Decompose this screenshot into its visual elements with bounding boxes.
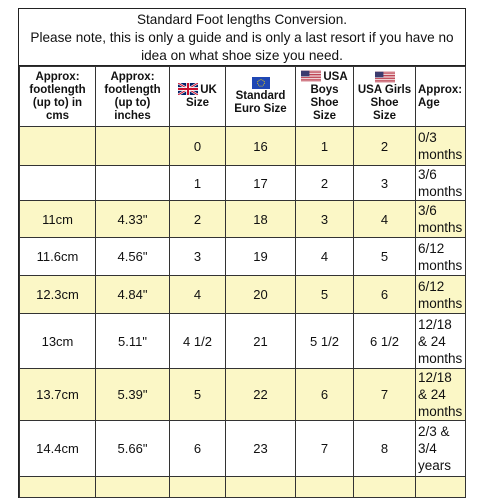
girls-cell: 5	[354, 238, 416, 276]
euro-cell: 17	[226, 166, 296, 201]
age-cell: 12/18 & 24 months	[416, 369, 466, 421]
cm-cell	[20, 166, 96, 201]
boys-cell: 5	[296, 276, 354, 314]
boys-cell: 1	[296, 127, 354, 166]
girls-cell: 3	[354, 166, 416, 201]
girls-cell: 2	[354, 127, 416, 166]
inches-cell: 5.11"	[96, 314, 170, 369]
title-line-1: Standard Foot lengths Conversion.	[136, 12, 348, 27]
table-row	[20, 166, 466, 201]
uk-cell: 1	[170, 166, 226, 201]
euro-cell: 21	[226, 314, 296, 369]
header-euro: Standard Euro Size	[226, 67, 296, 127]
uk-cell: 5	[170, 369, 226, 421]
boys-cell: 3	[296, 201, 354, 238]
age-cell: 3/6 months	[416, 166, 466, 201]
table-row	[20, 127, 466, 166]
table-row	[20, 238, 466, 276]
uk-cell: 0	[170, 127, 226, 166]
cm-cell: 13.7cm	[20, 369, 96, 421]
conversion-table	[19, 66, 466, 498]
age-cell: 6/12 months	[416, 276, 466, 314]
age-cell: 6/12 months	[416, 238, 466, 276]
header-row	[20, 67, 466, 127]
boys-cell: 2	[296, 166, 354, 201]
inches-cell	[96, 166, 170, 201]
header-uk: UK Size	[170, 67, 226, 127]
inches-cell: 4.33"	[96, 201, 170, 238]
inches-cell: 4.84"	[96, 276, 170, 314]
cm-cell: 11.6cm	[20, 238, 96, 276]
title-line-3: idea on what shoe size you need.	[141, 48, 343, 63]
girls-cell: 6	[354, 276, 416, 314]
cm-cell: 11cm	[20, 201, 96, 238]
euro-cell: 20	[226, 276, 296, 314]
header-age: Approx: Age	[416, 67, 466, 127]
inches-cell: 5.39"	[96, 369, 170, 421]
table-row-partial	[20, 477, 466, 498]
table-row	[20, 201, 466, 238]
header-inches: Approx: footlength (up to) inches	[96, 67, 170, 127]
euro-cell: 22	[226, 369, 296, 421]
age-cell: 2/3 & 3/4 years	[416, 421, 466, 477]
cm-cell: 14.4cm	[20, 421, 96, 477]
table-row	[20, 276, 466, 314]
uk-cell: 2	[170, 201, 226, 238]
euro-cell: 16	[226, 127, 296, 166]
boys-cell: 4	[296, 238, 354, 276]
girls-cell: 8	[354, 421, 416, 477]
age-cell: 12/18 & 24 months	[416, 314, 466, 369]
boys-cell: 6	[296, 369, 354, 421]
girls-cell: 4	[354, 201, 416, 238]
inches-cell: 4.56"	[96, 238, 170, 276]
header-cm: Approx: footlength (up to) in cms	[20, 67, 96, 127]
eu-flag-icon	[251, 77, 271, 89]
table-row	[20, 314, 466, 369]
girls-cell: 7	[354, 369, 416, 421]
header-usa-girls: USA Girls Shoe Size	[354, 67, 416, 127]
uk-cell: 4	[170, 276, 226, 314]
age-cell: 0/3 months	[416, 127, 466, 166]
boys-cell: 7	[296, 421, 354, 477]
title-line-2: Please note, this is only a guide and is only a last resort if you have no	[30, 30, 454, 45]
euro-cell: 23	[226, 421, 296, 477]
girls-cell: 6 1/2	[354, 314, 416, 369]
uk-cell: 3	[170, 238, 226, 276]
usa-flag-icon	[301, 70, 321, 82]
boys-cell: 5 1/2	[296, 314, 354, 369]
uk-flag-icon	[178, 83, 198, 95]
uk-cell: 6	[170, 421, 226, 477]
size-chart	[18, 8, 466, 498]
header-usa-boys: USA Boys Shoe Size	[296, 67, 354, 127]
cm-cell: 12.3cm	[20, 276, 96, 314]
inches-cell: 5.66"	[96, 421, 170, 477]
inches-cell	[96, 127, 170, 166]
table-row	[20, 421, 466, 477]
chart-title	[19, 9, 465, 66]
cm-cell: 13cm	[20, 314, 96, 369]
euro-cell: 19	[226, 238, 296, 276]
cm-cell	[20, 127, 96, 166]
table-row	[20, 369, 466, 421]
age-cell: 3/6 months	[416, 201, 466, 238]
uk-cell: 4 1/2	[170, 314, 226, 369]
euro-cell: 18	[226, 201, 296, 238]
usa-flag-icon	[375, 71, 395, 83]
